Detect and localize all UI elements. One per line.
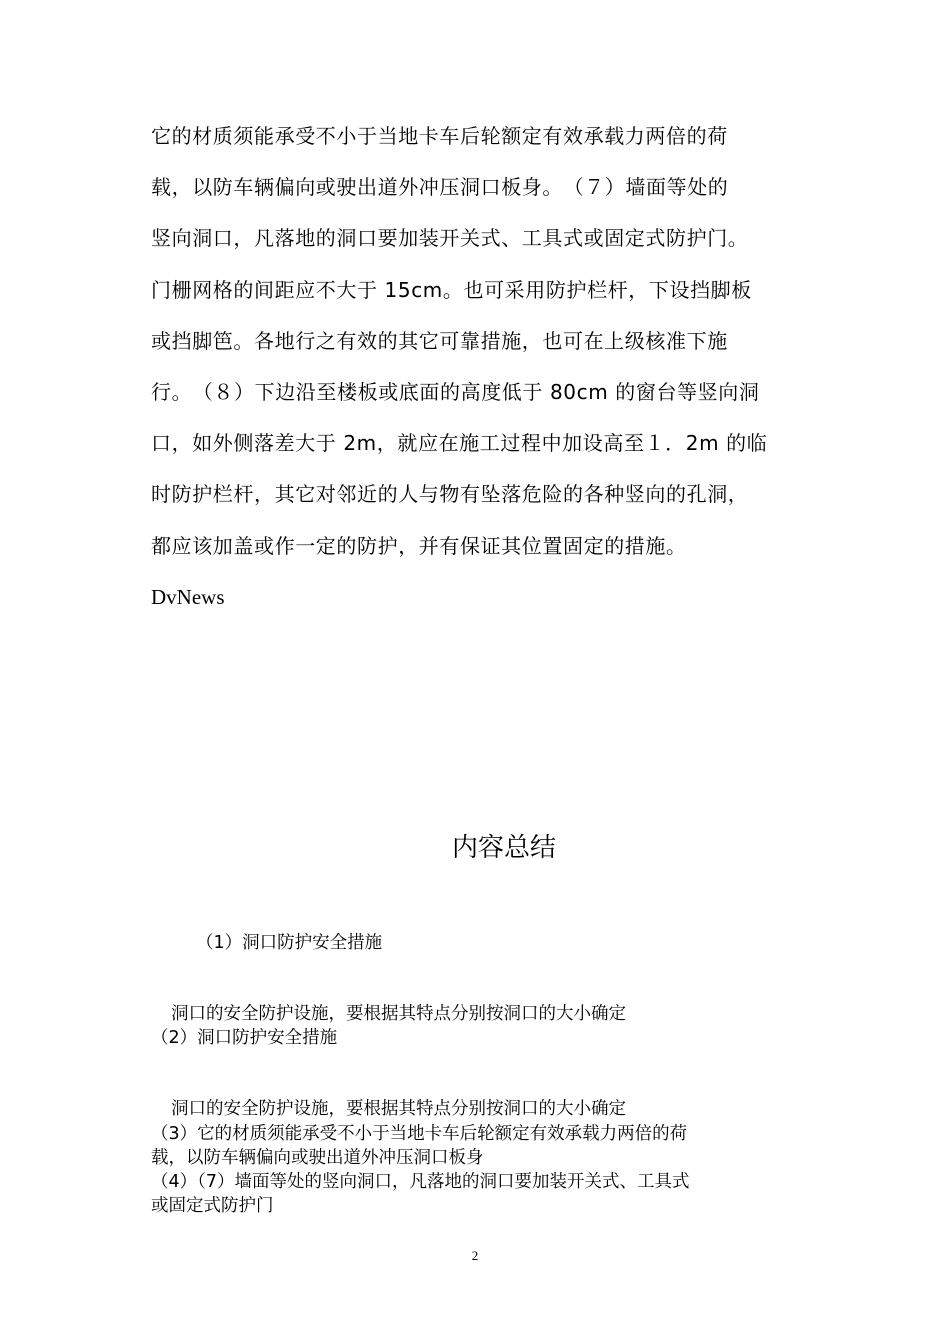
body-line-6: 行。 （８）下边沿至楼板或底面的高度低于 80cm 的窗台等竖向洞 xyxy=(151,379,760,404)
summary-item-1-text: 洞口的安全防护设施，要根据其特点分别按洞口的大小确定 xyxy=(171,1004,626,1024)
body-line-2: 载，以防车辆偏向或驶出道外冲压洞口板身。 （７）墙面等处的 xyxy=(151,175,729,200)
body-line-9: 都应该加盖或作一定的防护，并有保证其位置固定的措施。 xyxy=(151,533,687,558)
summary-title: 内容总结 xyxy=(451,833,556,863)
body-line-4: 门栅网格的间距应不大于 15cm。也可采用防护栏杆，下设挡脚板 xyxy=(151,277,752,302)
summary-item-2-heading: （2）洞口防护安全措施 xyxy=(151,1028,338,1048)
summary-item-3-line-1: （3）它的材质须能承受不小于当地卡车后轮额定有效承载力两倍的荷 xyxy=(151,1124,688,1144)
page-number: 2 xyxy=(471,1248,479,1263)
body-line-8: 时防护栏杆，其它对邻近的人与物有坠落危险的各种竖向的孔洞， xyxy=(151,482,749,507)
summary-item-4-line-1: （4）（7）墙面等处的竖向洞口，凡落地的洞口要加装开关式、工具式 xyxy=(151,1172,690,1192)
body-line-5: 或挡脚笆。各地行之有效的其它可靠措施，也可在上级核准下施 xyxy=(151,328,728,353)
summary-item-4-line-2: 或固定式防护门 xyxy=(151,1196,274,1216)
source-label: DvNews xyxy=(151,584,225,609)
summary-item-2-text: 洞口的安全防护设施，要根据其特点分别按洞口的大小确定 xyxy=(171,1099,626,1119)
body-line-1: 它的材质须能承受不小于当地卡车后轮额定有效承载力两倍的荷 xyxy=(151,124,728,148)
summary-item-3-line-2: 载，以防车辆偏向或驶出道外冲压洞口板身 xyxy=(151,1148,484,1168)
body-paragraph xyxy=(151,116,801,617)
body-line-7: 口，如外侧落差大于 2m，就应在施工过程中加设高至１．2m 的临 xyxy=(151,431,768,456)
summary-item-1-heading: （1）洞口防护安全措施 xyxy=(196,933,383,953)
body-line-3: 竖向洞口，凡落地的洞口要加装开关式、工具式或固定式防护门。 xyxy=(151,226,749,251)
